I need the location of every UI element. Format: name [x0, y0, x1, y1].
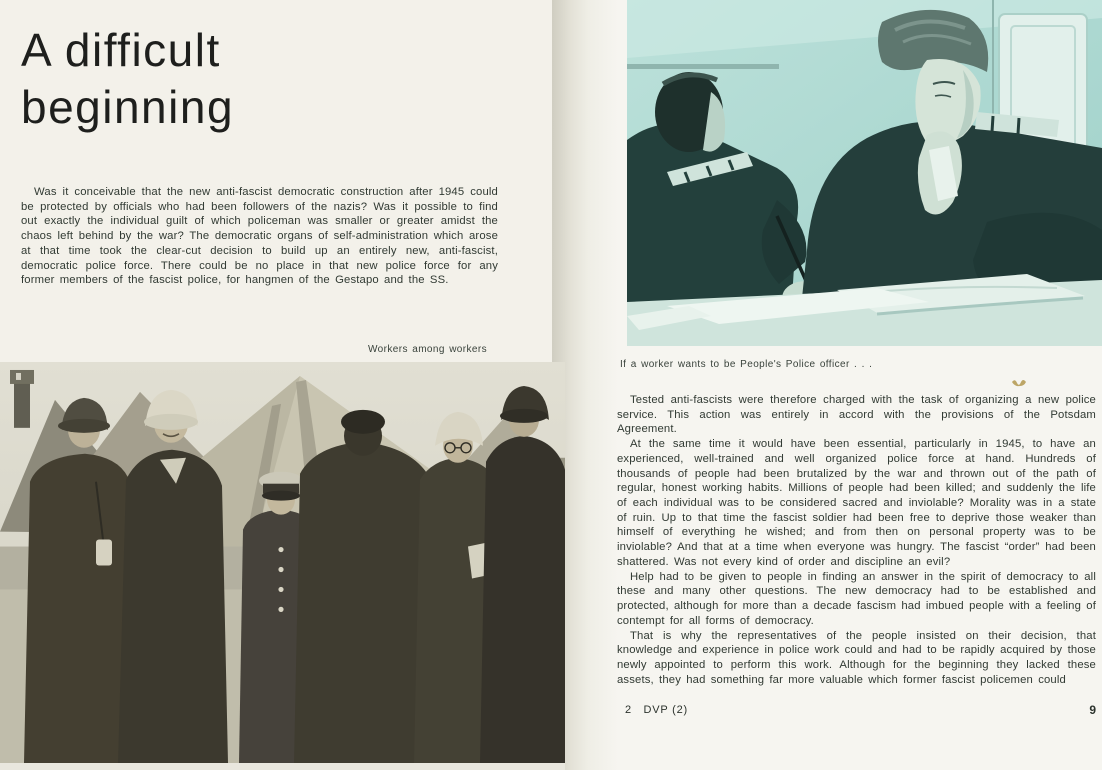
window-sill: [627, 64, 779, 69]
officer-photo: [627, 0, 1102, 346]
workers-photo: [0, 362, 565, 763]
workers-photo-caption: Workers among workers: [368, 344, 487, 355]
left-body-text: [21, 185, 498, 288]
body-paragraph: Tested anti-fascists were therefore charged with the task of organizing a new police service. This action was entirely in accord with the provisions of the Potsdam Agreement.: [617, 394, 1096, 436]
page-title-line-1: A difficult: [21, 24, 221, 76]
signature-mark: 2 DVP (2): [625, 704, 689, 716]
ink-smudge: [1010, 376, 1030, 390]
body-paragraph: That is why the representatives of the people insisted on their decision, that knowledge and experience in police work could and had to be rapidly acquired by those newly appointed to perform this work. Although for the beginning they lacked these assets, they had something far more valuable which former fascist policemen could: [617, 629, 1096, 686]
right-body-text: [617, 393, 1096, 687]
scan-edge-strip: [0, 763, 565, 770]
body-paragraph: At the same time it would have been essential, particularly in 1945, to have an experienced, well-trained and well organized police force at hand. Hundreds of thousands of people had been brutalized by the war and thrown out of the path of regular, honest working habits. Millions of people had been killed; and suddenly the life of each individual was to be considered sacred and inviolable? Morality was in a state of ruin. Up to that time the fascist soldier had been free to deprive those weaker than himself of everything he wished; and from then on personal property was to be inviolable? And that at a time when everyone was hungry. The fascist “order” had been shattered. Was not every kind of order and discipline an evil?: [617, 438, 1096, 568]
body-paragraph: Was it conceivable that the new anti-fascist democratic construction after 1945 could be protected by officials who had been followers of the nazis? Was it possible to find out exactly the individual guilt of which policeman was smaller or greater amidst the chaos left behind by the war? The democratic organs of self-administration which arose at that time took the clear-cut decision to build up an entirely new, anti-fascist, democratic police force. There could be no place in that new police force for any former members of the fascist police, for hangmen of the Gestapo and the SS.: [21, 186, 498, 287]
page-title: [21, 22, 234, 136]
page-number: 9: [1089, 703, 1096, 717]
page-title-line-2: beginning: [21, 81, 235, 133]
officer-photo-caption: If a worker wants to be People's Police officer . . .: [620, 359, 873, 370]
body-paragraph: Help had to be given to people in finding an answer in the spirit of democracy to all these and many other questions. The new democracy had to be established and protected, although for more than a decade fascism had imbued people with a feeling of contempt for all forms of democracy.: [617, 570, 1096, 627]
